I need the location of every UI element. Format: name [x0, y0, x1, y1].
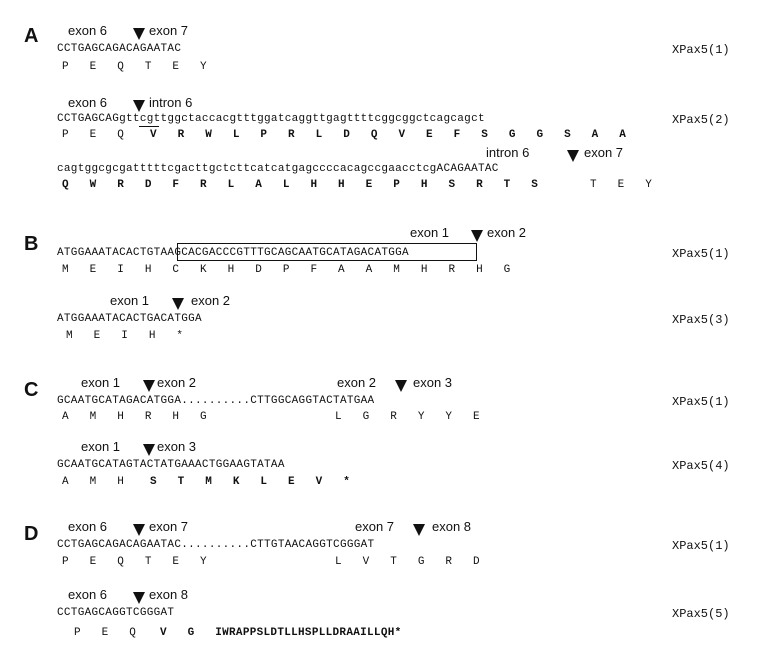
splice-junction-arrow-icon: [172, 298, 184, 310]
splice-junction-arrow-icon: [133, 524, 145, 536]
splice-junction-arrow-icon: [413, 524, 425, 536]
amino-acid-sequence: P E Q: [74, 627, 137, 639]
clone-label: XPax5(2): [672, 113, 730, 127]
nucleotide-sequence: CCTGAGCAGgttcgttggctaccacgtttggatcaggttgagttttcggcggctcagcagct: [57, 113, 485, 125]
exon-label-right: exon 7: [149, 23, 189, 38]
amino-acid-sequence-novel: V G IWRAPPSLDTLLHSPLLDRAAILLQH*: [160, 627, 402, 639]
intron-label-left: intron 6: [486, 145, 530, 160]
exon-label-right: exon 2: [191, 293, 231, 308]
panel-letter-c: C: [24, 379, 39, 401]
amino-acid-sequence-novel: S T M K L E V *: [150, 476, 351, 488]
splice-junction-arrow-icon: [395, 380, 407, 392]
exon-label-right: exon 8: [432, 519, 472, 534]
clone-label: XPax5(1): [672, 247, 730, 261]
splice-junction-arrow-icon: [567, 150, 579, 162]
amino-acid-sequence: M E I H *: [66, 330, 184, 342]
exon-label-left: exon 1: [81, 375, 121, 390]
intron-label-right: intron 6: [149, 95, 193, 110]
exon-label-left: exon 6: [68, 23, 108, 38]
clone-label: XPax5(1): [672, 539, 730, 553]
splice-site-underline: [139, 126, 159, 127]
exon-label-left: exon 2: [337, 375, 377, 390]
nucleotide-sequence: CCTGAGCAGACAGAATAC..........CTTGTAACAGGTCGGGAT: [57, 539, 375, 551]
exon-label-left: exon 1: [81, 439, 121, 454]
splice-junction-arrow-icon: [143, 380, 155, 392]
nucleotide-sequence: CCTGAGCAGGTCGGGAT: [57, 607, 175, 619]
amino-acid-sequence: A M H R H G: [62, 411, 207, 423]
exon-label-left: exon 6: [68, 587, 108, 602]
exon-label-right: exon 8: [149, 587, 189, 602]
amino-acid-sequence: P E Q: [62, 129, 125, 141]
exon-label-left: exon 1: [110, 293, 150, 308]
amino-acid-sequence: T E Y: [590, 179, 653, 191]
exon-label-right: exon 2: [157, 375, 197, 390]
exon-label-right: exon 7: [149, 519, 189, 534]
amino-acid-sequence: P E Q T E Y: [62, 61, 207, 73]
clone-label: XPax5(1): [672, 43, 730, 57]
splice-junction-arrow-icon: [133, 592, 145, 604]
clone-label: XPax5(1): [672, 395, 730, 409]
nucleotide-sequence: GCAATGCATAGTACTATGAAACTGGAAGTATAA: [57, 459, 285, 471]
exon-label-right: exon 3: [413, 375, 453, 390]
nucleotide-sequence: cagtggcgcgatttttcgacttgctcttcatcatgagccccacagccgaacctcgACAGAATAC: [57, 163, 499, 175]
amino-acid-sequence-novel: V R W L P R L D Q V E F S G G S A A: [150, 129, 627, 141]
amino-acid-sequence: L G R Y Y E: [335, 411, 480, 423]
nucleotide-sequence: ATGGAAATACACTGTAAGCACGACCCGTTTGCAGCAATGCATAGACATGGA: [57, 247, 409, 259]
clone-label: XPax5(4): [672, 459, 730, 473]
amino-acid-sequence: P E Q T E Y: [62, 556, 207, 568]
exon-label-left: exon 6: [68, 519, 108, 534]
clone-label: XPax5(3): [672, 313, 730, 327]
nucleotide-sequence: ATGGAAATACACTGACATGGA: [57, 313, 202, 325]
splice-junction-arrow-icon: [143, 444, 155, 456]
clone-label: XPax5(5): [672, 607, 730, 621]
amino-acid-sequence: M E I H C K H D P F A A M H R H G: [62, 264, 511, 276]
panel-letter-a: A: [24, 25, 39, 47]
exon-label-left: exon 7: [355, 519, 395, 534]
exon-label-right: exon 3: [157, 439, 197, 454]
panel-letter-b: B: [24, 233, 39, 255]
nucleotide-sequence: CCTGAGCAGACAGAATAC: [57, 43, 182, 55]
splice-junction-arrow-icon: [133, 28, 145, 40]
panel-letter-d: D: [24, 523, 39, 545]
exon-label-right: exon 2: [487, 225, 527, 240]
splice-junction-arrow-icon: [133, 100, 145, 112]
amino-acid-sequence-novel: Q W R D F R L A L H H E P H S R T S: [62, 179, 539, 191]
exon-label-left: exon 1: [410, 225, 450, 240]
amino-acid-sequence: A M H: [62, 476, 125, 488]
nucleotide-sequence: GCAATGCATAGACATGGA..........CTTGGCAGGTACTATGAA: [57, 395, 375, 407]
splice-junction-arrow-icon: [471, 230, 483, 242]
amino-acid-sequence: L V T G R D: [335, 556, 480, 568]
exon-label-left: exon 6: [68, 95, 108, 110]
exon-label-right: exon 7: [584, 145, 624, 160]
